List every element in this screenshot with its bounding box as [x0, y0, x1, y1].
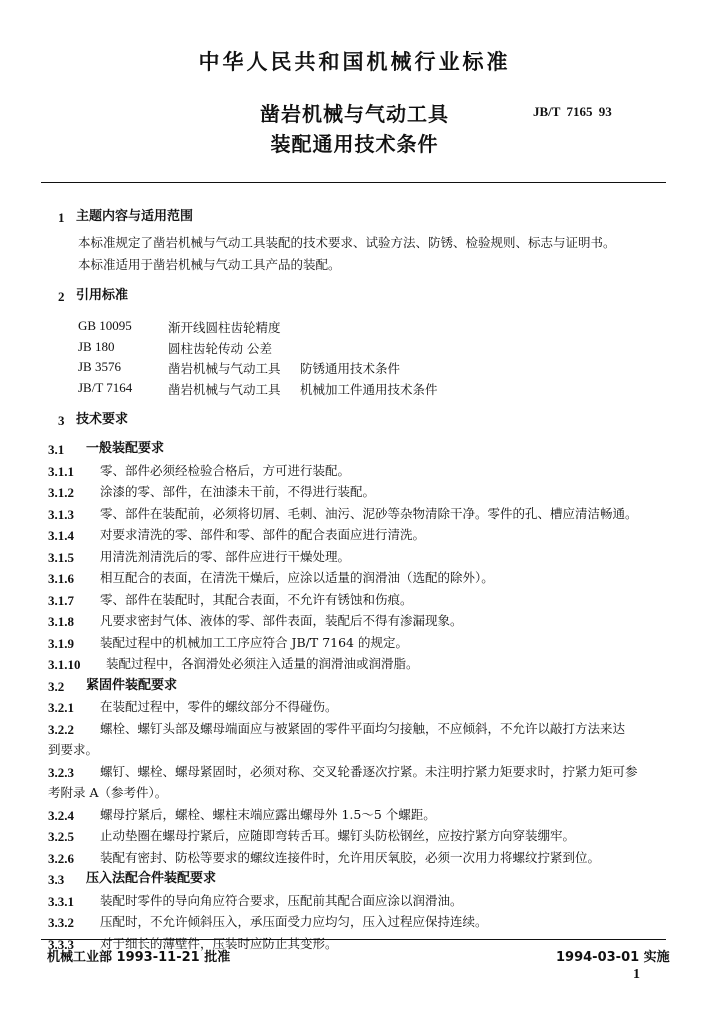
- section-number: 3: [58, 413, 65, 428]
- clause-text: 零、部件在装配前，必须将切屑、毛刺、油污、泥砂等杂物清除干净。零件的孔、槽应清洁畅通。: [100, 505, 638, 521]
- clause-text: 零、部件在装配时，其配合表面，不允许有锈蚀和伤痕。: [100, 591, 413, 607]
- clause-number: 3.1.4: [48, 528, 74, 543]
- section-title: 主题内容与适用范围: [76, 209, 194, 224]
- page-number: 1: [633, 967, 640, 982]
- reference-title: 凿岩机械与气动工具: [168, 361, 281, 376]
- reference-subtitle: 机械加工件通用技术条件: [300, 382, 438, 397]
- clause-text: 在装配过程中，零件的螺纹部分不得碰伤。: [100, 699, 338, 714]
- clause-number: 3.2.3: [48, 764, 74, 780]
- clause-text: 螺钉、螺栓、螺母紧固时，必须对称、交叉轮番逐次拧紧。未注明拧紧力矩要求时，拧紧力矩可参: [100, 763, 638, 779]
- implementation-date: 1994-03-01 实施: [556, 950, 670, 965]
- reference-code: GB 10095: [78, 318, 132, 333]
- clause-number: 3.1.6: [48, 571, 74, 586]
- clause-number: 3.1.5: [48, 549, 74, 565]
- subsection-title: 一般装配要求: [86, 441, 165, 456]
- approval-date: 机械工业部 1993-11-21 批准: [47, 950, 231, 965]
- section-title: 引用标准: [76, 288, 129, 303]
- subsection-title: 紧固件装配要求: [86, 677, 178, 693]
- document-title-line2: 装配通用技术条件: [270, 132, 439, 156]
- clause-number: 3.2.5: [48, 829, 74, 844]
- document-title-line1: 凿岩机械与气动工具: [260, 102, 449, 126]
- clause-text: 对要求清洗的零、部件和零、部件的配合表面应进行清洗。: [100, 527, 426, 542]
- clause-text: 装配过程中，各润滑处必须注入适量的润滑油或润滑脂。: [106, 656, 419, 671]
- clause-text: 止动垫圈在螺母拧紧后，应随即弯转舌耳。螺钉头防松钢丝，应按拧紧方向穿装绷牢。: [100, 828, 576, 843]
- clause-number: 3.1.8: [48, 614, 74, 629]
- reference-code: JB 3576: [78, 359, 121, 374]
- clause-text: 装配时零件的导向角应符合要求，压配前其配合面应涂以润滑油。: [100, 892, 463, 908]
- reference-code: JB/T 7164: [78, 380, 133, 395]
- paragraph: 本标准规定了凿岩机械与气动工具装配的技术要求、试验方法、防锈、检验规则、标志与证明书。: [78, 235, 616, 250]
- clause-number: 3.1.1: [48, 463, 74, 479]
- clause-number: 3.1.7: [48, 592, 74, 608]
- clause-text-continuation: 考附录 A（参考件）。: [48, 785, 168, 800]
- header-divider: [41, 182, 666, 183]
- clause-text: 压配时，不允许倾斜压入，承压面受力应均匀，压入过程应保持连续。: [100, 914, 488, 929]
- clause-number: 3.1.3: [48, 506, 74, 522]
- clause-number: 3.2.4: [48, 807, 74, 823]
- reference-title: 圆柱齿轮传动 公差: [168, 341, 272, 356]
- clause-number: 3.2.1: [48, 700, 74, 715]
- clause-number: 3.1.10: [48, 657, 81, 672]
- clause-number: 3.1: [48, 442, 65, 457]
- clause-text-continuation: 到要求。: [48, 742, 99, 757]
- standard-number: JB/T 7165 93: [533, 104, 612, 119]
- section-number: 1: [58, 210, 65, 225]
- clause-number: 3.1.9: [48, 635, 74, 651]
- clause-number: 3.3: [48, 872, 65, 887]
- section-number: 2: [58, 289, 65, 304]
- clause-text: 对于细长的薄壁件，压装时应防止其变形。: [100, 935, 338, 951]
- clause-number: 3.2: [48, 678, 65, 694]
- clause-text: 装配过程中的机械加工工序应符合 JB/T 7164 的规定。: [100, 634, 408, 650]
- reference-subtitle: 防锈通用技术条件: [300, 361, 401, 376]
- clause-number: 3.2.2: [48, 721, 74, 737]
- clause-text: 零、部件必须经检验合格后，方可进行装配。: [100, 462, 351, 478]
- reference-code: JB 180: [78, 339, 115, 354]
- section-title: 技术要求: [76, 412, 129, 427]
- reference-title: 渐开线圆柱齿轮精度: [168, 320, 281, 335]
- clause-number: 3.3.2: [48, 915, 74, 930]
- clause-text: 螺栓、螺钉头部及螺母端面应与被紧固的零件平面均匀接触，不应倾斜，不允许以敲打方法来达: [100, 720, 626, 736]
- clause-number: 3.2.6: [48, 850, 74, 866]
- clause-number: 3.1.2: [48, 485, 74, 500]
- paragraph: 本标准适用于凿岩机械与气动工具产品的装配。: [78, 257, 341, 272]
- clause-text: 螺母拧紧后，螺栓、螺柱末端应露出螺母外 1.5～5 个螺距。: [100, 806, 436, 822]
- clause-text: 凡要求密封气体、液体的零、部件表面，装配后不得有渗漏现象。: [100, 613, 463, 628]
- clause-text: 相互配合的表面，在清洗干燥后，应涂以适量的润滑油（选配的除外）。: [100, 570, 494, 585]
- clause-text: 用清洗剂清洗后的零、部件应进行干燥处理。: [100, 548, 351, 564]
- clause-number: 3.3.1: [48, 893, 74, 909]
- footer-divider: [41, 939, 666, 940]
- standard-organization-header: 中华人民共和国机械行业标准: [198, 50, 511, 74]
- clause-text: 装配有密封、防松等要求的螺纹连接件时，允许用厌氧胶，必须一次用力将螺纹拧紧到位。: [100, 849, 601, 865]
- clause-number: 3.3.3: [48, 936, 74, 952]
- reference-title: 凿岩机械与气动工具: [168, 382, 281, 397]
- clause-text: 涂漆的零、部件，在油漆未干前，不得进行装配。: [100, 484, 376, 499]
- subsection-title: 压入法配合件装配要求: [86, 871, 217, 886]
